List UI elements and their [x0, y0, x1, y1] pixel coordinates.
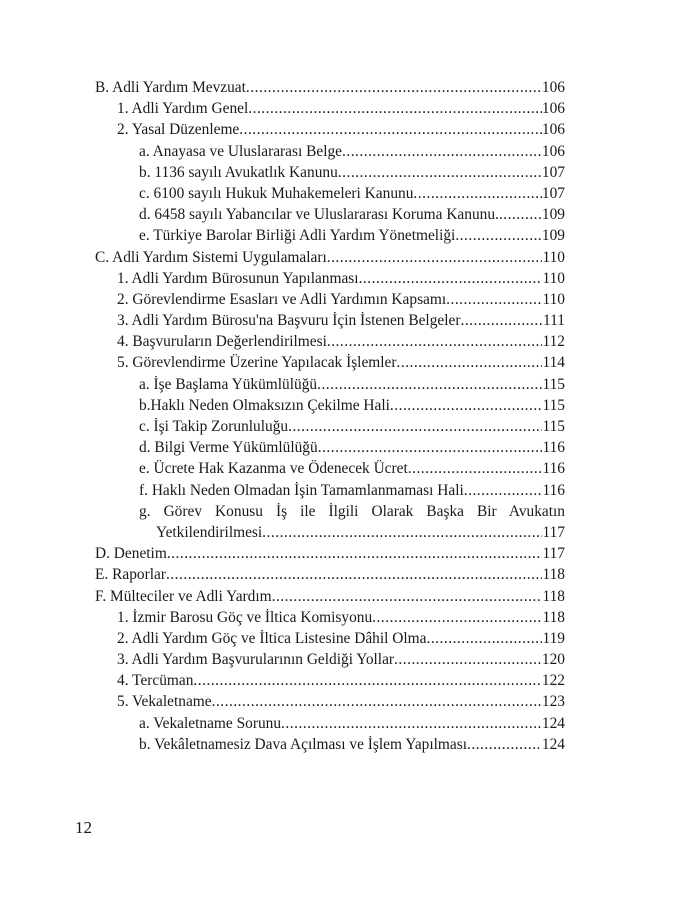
toc-leader-dots: [288, 416, 542, 437]
toc-entry-page: 120: [541, 651, 565, 669]
toc-entry-title: 5. Vekaletname: [117, 693, 212, 711]
toc-entry-page: 109: [541, 206, 565, 224]
toc-entry-title: b.Haklı Neden Olmaksızın Çekilme Hali: [139, 396, 390, 414]
toc-entry-title-line1: g. Görev Konusu İş ile İlgili Olarak Başka Bir Avukatın: [139, 502, 565, 520]
toc-entry-title: d. Bilgi Verme Yükümlülüğü: [139, 439, 318, 457]
toc-entry-page: 118: [542, 587, 565, 605]
toc-entry: [95, 225, 565, 246]
toc-leader-dots: [338, 162, 542, 183]
toc-entry-title: 4. Tercüman: [117, 672, 194, 690]
toc-entry-page: 115: [542, 418, 565, 435]
toc-leader-dots: [372, 607, 542, 628]
toc-leader-dots: [460, 310, 543, 331]
toc-entry-multiline: [95, 501, 565, 543]
toc-entry: [95, 628, 565, 649]
toc-entry-page: 124: [541, 714, 565, 732]
toc-leader-dots: [166, 564, 543, 585]
toc-entry-title: 2. Görevlendirme Esasları ve Adli Yardımın Kapsamı: [117, 290, 447, 308]
toc-entry-line2: [139, 522, 565, 543]
toc-entry-title: E. Raporlar: [95, 566, 166, 584]
toc-entry-page: 106: [541, 100, 565, 118]
toc-entry-title: F. Mülteciler ve Adli Yardım: [95, 587, 272, 605]
toc-entry: [95, 98, 565, 119]
toc-entry-title: e. Türkiye Barolar Birliği Adli Yardım Yönetmeliği: [139, 227, 456, 245]
toc-entry: [95, 480, 565, 501]
table-of-contents: [95, 77, 565, 755]
toc-entry: [95, 352, 565, 373]
toc-leader-dots: [262, 522, 542, 543]
toc-entry-title: 3. Adli Yardım Başvurularının Geldiği Yollar: [117, 651, 395, 669]
toc-entry: [95, 691, 565, 712]
toc-leader-dots: [212, 691, 542, 712]
toc-entry-title: e. Ücrete Hak Kazanma ve Ödenecek Ücret: [139, 460, 408, 478]
toc-leader-dots: [413, 183, 541, 204]
toc-entry: [95, 268, 565, 289]
toc-leader-dots: [464, 480, 543, 501]
toc-entry-title: f. Haklı Neden Olmadan İşin Tamamlanmaması Hali: [139, 481, 464, 499]
toc-entry-page: 109: [541, 227, 565, 245]
toc-entry: [95, 437, 565, 458]
toc-leader-dots: [167, 543, 543, 564]
toc-entry: [95, 77, 565, 98]
toc-entry-page: 111: [543, 312, 565, 330]
toc-entry-title: b. 1136 sayılı Avukatlık Kanunu: [139, 163, 338, 181]
toc-entry-title: 1. Adli Yardım Bürosunun Yapılanması: [117, 269, 359, 287]
toc-entry: [95, 141, 565, 162]
toc-entry: [95, 670, 565, 691]
toc-leader-dots: [408, 458, 543, 479]
toc-entry-title: B. Adli Yardım Mevzuat: [95, 79, 246, 96]
toc-leader-dots: [327, 247, 543, 268]
toc-leader-dots: [272, 586, 543, 607]
toc-leader-dots: [317, 374, 542, 395]
toc-entry: [95, 119, 565, 140]
toc-section-before: [95, 77, 565, 501]
toc-entry-page: 114: [542, 354, 565, 372]
toc-entry: [95, 734, 565, 755]
toc-entry: [95, 204, 565, 225]
toc-entry-page: 119: [542, 629, 565, 647]
toc-entry-title: c. 6100 sayılı Hukuk Muhakemeleri Kanunu: [139, 184, 414, 202]
toc-entry-page: 106: [541, 121, 565, 139]
toc-entry-title: 5. Görevlendirme Üzerine Yapılacak İşlemler: [117, 354, 397, 372]
toc-leader-dots: [455, 225, 542, 246]
toc-entry: [95, 458, 565, 479]
toc-entry: [95, 183, 565, 204]
toc-entry-page: 118: [542, 566, 565, 584]
toc-entry: [95, 713, 565, 734]
toc-entry: [95, 374, 565, 395]
page-number: 12: [75, 818, 92, 837]
toc-entry-page: 124: [541, 735, 565, 753]
toc-entry-title: c. İşi Takip Zorunluluğu: [139, 418, 289, 435]
toc-leader-dots: [394, 649, 542, 670]
toc-entry-page: 106: [541, 79, 565, 96]
toc-leader-dots: [327, 331, 543, 352]
toc-entry: [95, 247, 565, 268]
toc-leader-dots: [193, 670, 541, 691]
toc-entry-title-line2: Yetkilendirilmesi: [156, 523, 263, 541]
toc-entry-page: 107: [541, 163, 565, 181]
toc-leader-dots: [397, 352, 543, 373]
toc-entry-page: 106: [541, 142, 565, 160]
toc-entry-page: 123: [541, 693, 565, 711]
toc-entry-page: 112: [542, 333, 565, 351]
toc-entry-title: a. İşe Başlama Yükümlülüğü: [139, 375, 318, 393]
toc-entry: [95, 331, 565, 352]
toc-leader-dots: [390, 395, 543, 416]
toc-entry-page: 122: [541, 672, 565, 690]
toc-entry-page: 115: [542, 375, 565, 393]
toc-entry-page: 116: [542, 481, 565, 499]
toc-entry-page: 117: [542, 523, 565, 541]
toc-leader-dots: [342, 141, 542, 162]
toc-entry: [95, 649, 565, 670]
toc-entry: [95, 310, 565, 331]
toc-entry-page: 117: [542, 545, 565, 563]
toc-leader-dots: [318, 437, 543, 458]
toc-entry-title: 2. Yasal Düzenleme: [117, 121, 240, 139]
toc-entry: [95, 289, 565, 310]
toc-entry-title: a. Vekaletname Sorunu: [139, 714, 282, 732]
toc-entry: [95, 564, 565, 585]
toc-leader-dots: [446, 289, 542, 310]
toc-entry: [95, 162, 565, 183]
toc-entry: [95, 607, 565, 628]
toc-leader-dots: [426, 628, 542, 649]
toc-leader-dots: [359, 268, 543, 289]
toc-leader-dots: [239, 119, 542, 140]
toc-section-after: [95, 543, 565, 755]
toc-entry-title: C. Adli Yardım Sistemi Uygulamaları: [95, 248, 327, 266]
toc-entry-page: 115: [542, 396, 565, 414]
toc-entry-page: 110: [542, 248, 565, 266]
toc-entry-title: 2. Adli Yardım Göç ve İltica Listesine Dâhil Olma: [117, 629, 427, 647]
toc-entry-title: b. Vekâletnamesiz Dava Açılması ve İşlem Yapılması: [139, 735, 467, 753]
toc-entry-title: 1. Adli Yardım Genel: [117, 100, 249, 118]
toc-entry-title: 3. Adli Yardım Bürosu'na Başvuru İçin İstenen Belgeler: [117, 312, 461, 330]
toc-entry-page: 107: [541, 184, 565, 202]
toc-leader-dots: [467, 734, 542, 755]
toc-entry-title: D. Denetim: [95, 545, 167, 563]
toc-leader-dots: [246, 77, 542, 98]
toc-entry-title: a. Anayasa ve Uluslararası Belge: [139, 142, 342, 160]
toc-entry-page: 118: [542, 608, 565, 626]
toc-leader-dots: [281, 713, 542, 734]
toc-entry-page: 116: [542, 460, 565, 478]
toc-entry: [95, 395, 565, 416]
toc-entry-title: 4. Başvuruların Değerlendirilmesi: [117, 333, 327, 351]
toc-entry-page: 110: [542, 269, 565, 287]
toc-entry-page: 110: [542, 290, 565, 308]
toc-entry: [95, 586, 565, 607]
toc-leader-dots: [499, 204, 542, 225]
toc-entry-page: 116: [542, 439, 565, 457]
toc-leader-dots: [248, 98, 542, 119]
toc-entry: [95, 416, 565, 437]
toc-entry-title: 1. İzmir Barosu Göç ve İltica Komisyonu: [117, 608, 373, 626]
toc-entry: [95, 543, 565, 564]
toc-entry-title: d. 6458 sayılı Yabancılar ve Uluslararası Koruma Kanunu.: [139, 206, 499, 224]
